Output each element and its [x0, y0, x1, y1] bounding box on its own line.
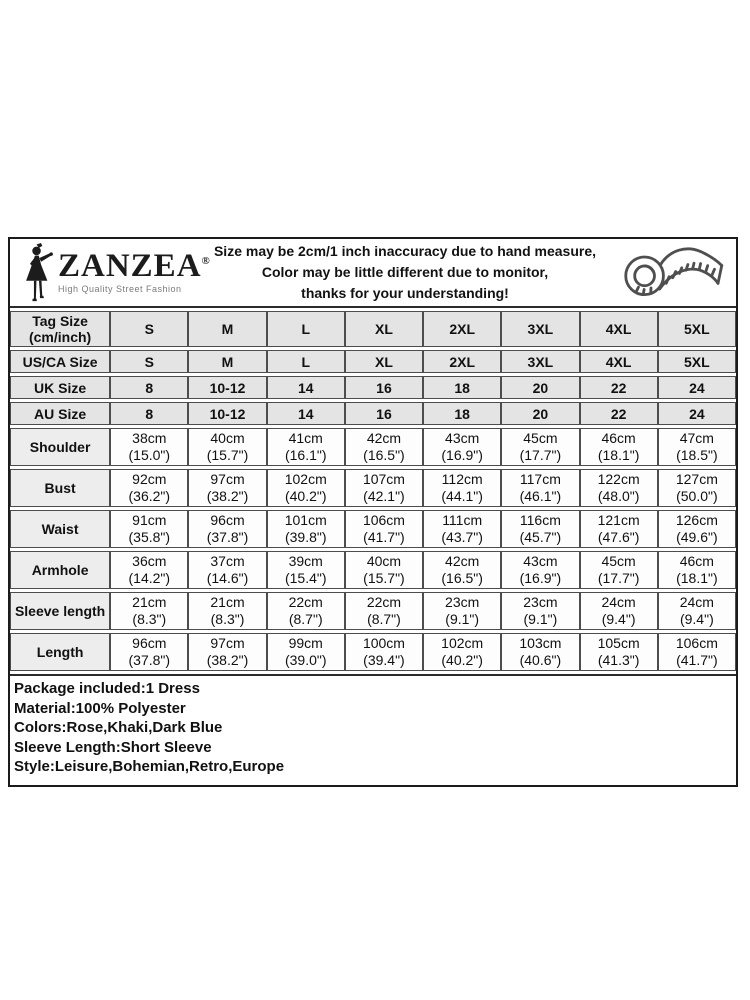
- size-cell: 5XL: [658, 350, 736, 373]
- size-cell: 97cm (38.2"): [188, 633, 266, 671]
- size-cell: M: [188, 311, 266, 347]
- size-cell: 96cm (37.8"): [110, 633, 188, 671]
- size-cell: 103cm (40.6"): [501, 633, 579, 671]
- brand-wordmark: ZANZEA: [58, 248, 202, 285]
- size-cell: 23cm (9.1"): [501, 592, 579, 630]
- size-cell: 106cm (41.7"): [345, 510, 423, 548]
- product-detail-line: Sleeve Length:Short Sleeve: [14, 738, 212, 756]
- size-cell: 22: [580, 376, 658, 399]
- measuring-tape-icon: [613, 241, 727, 305]
- size-cell: 8: [110, 402, 188, 425]
- size-cell: 92cm (36.2"): [110, 469, 188, 507]
- size-cell: 18: [423, 402, 501, 425]
- product-details: [10, 674, 736, 785]
- size-cell: 102cm (40.2"): [267, 469, 345, 507]
- row-label: Waist: [10, 510, 110, 548]
- size-cell: 8: [110, 376, 188, 399]
- size-cell: 116cm (45.7"): [501, 510, 579, 548]
- size-cell: 24: [658, 376, 736, 399]
- size-cell: 112cm (44.1"): [423, 469, 501, 507]
- size-cell: 20: [501, 376, 579, 399]
- brand-logo: [14, 243, 210, 303]
- row-label: AU Size: [10, 402, 110, 425]
- header: [10, 239, 736, 308]
- size-cell: 105cm (41.3"): [580, 633, 658, 671]
- size-cell: L: [267, 350, 345, 373]
- row-label: Bust: [10, 469, 110, 507]
- product-detail-line: Style:Leisure,Bohemian,Retro,Europe: [14, 758, 285, 775]
- size-cell: 22: [580, 402, 658, 425]
- size-cell: XL: [345, 350, 423, 373]
- size-cell: 4XL: [580, 350, 658, 373]
- size-cell: 127cm (50.0"): [658, 469, 736, 507]
- size-table: [10, 308, 736, 674]
- size-cell: 16: [345, 376, 423, 399]
- size-cell: 20: [501, 402, 579, 425]
- size-cell: 47cm (18.5"): [658, 428, 736, 466]
- size-cell: 2XL: [423, 350, 501, 373]
- size-cell: 101cm (39.8"): [267, 510, 345, 548]
- size-cell: L: [267, 311, 345, 347]
- size-cell: 46cm (18.1"): [658, 551, 736, 589]
- brand-tagline: High Quality Street Fashion: [58, 283, 182, 294]
- size-cell: 4XL: [580, 311, 658, 347]
- size-cell: 45cm (17.7"): [580, 551, 658, 589]
- disclaimer-line-3: thanks for your understanding!: [301, 285, 509, 301]
- size-cell: 5XL: [658, 311, 736, 347]
- woman-fashion-silhouette-icon: [20, 243, 56, 303]
- size-cell: 16: [345, 402, 423, 425]
- size-cell: 22cm (8.7"): [267, 592, 345, 630]
- size-cell: 126cm (49.6"): [658, 510, 736, 548]
- product-detail-line: Material:100% Polyester: [14, 699, 186, 717]
- size-cell: 10-12: [188, 376, 266, 399]
- size-cell: 2XL: [423, 311, 501, 347]
- size-cell: 42cm (16.5"): [345, 428, 423, 466]
- size-cell: S: [110, 311, 188, 347]
- size-cell: 21cm (8.3"): [188, 592, 266, 630]
- size-cell: 43cm (16.9"): [501, 551, 579, 589]
- size-cell: 38cm (15.0"): [110, 428, 188, 466]
- size-cell: 42cm (16.5"): [423, 551, 501, 589]
- size-chart-figure: [8, 237, 738, 787]
- size-cell: 24: [658, 402, 736, 425]
- size-table-body: [10, 311, 736, 671]
- registered-mark: ®: [201, 255, 210, 268]
- size-cell: 36cm (14.2"): [110, 551, 188, 589]
- size-cell: 37cm (14.6"): [188, 551, 266, 589]
- row-label: US/CA Size: [10, 350, 110, 373]
- measuring-tape-wrap: [608, 241, 732, 305]
- size-cell: 23cm (9.1"): [423, 592, 501, 630]
- disclaimer-line-1: Size may be 2cm/1 inch inaccuracy due to hand measure,: [213, 243, 597, 259]
- size-cell: 45cm (17.7"): [501, 428, 579, 466]
- size-cell: 24cm (9.4"): [658, 592, 736, 630]
- table-row: [10, 469, 736, 507]
- size-cell: 10-12: [188, 402, 266, 425]
- size-cell: 22cm (8.7"): [345, 592, 423, 630]
- size-cell: 96cm (37.8"): [188, 510, 266, 548]
- table-row: [10, 402, 736, 425]
- size-cell: 40cm (15.7"): [345, 551, 423, 589]
- size-cell: 107cm (42.1"): [345, 469, 423, 507]
- disclaimer-line-2: Color may be little different due to monitor,: [261, 264, 549, 280]
- size-cell: 100cm (39.4"): [345, 633, 423, 671]
- table-row: [10, 510, 736, 548]
- size-cell: 121cm (47.6"): [580, 510, 658, 548]
- table-row: [10, 376, 736, 399]
- table-row: [10, 311, 736, 347]
- table-row: [10, 592, 736, 630]
- size-cell: 40cm (15.7"): [188, 428, 266, 466]
- product-detail-line: Package included:1 Dress: [14, 680, 200, 697]
- row-label: UK Size: [10, 376, 110, 399]
- size-cell: 122cm (48.0"): [580, 469, 658, 507]
- size-cell: 106cm (41.7"): [658, 633, 736, 671]
- size-cell: 46cm (18.1"): [580, 428, 658, 466]
- size-cell: 111cm (43.7"): [423, 510, 501, 548]
- table-row: [10, 551, 736, 589]
- row-label: Length: [10, 633, 110, 671]
- size-cell: 117cm (46.1"): [501, 469, 579, 507]
- size-cell: 24cm (9.4"): [580, 592, 658, 630]
- size-cell: 14: [267, 402, 345, 425]
- row-label: Tag Size (cm/inch): [10, 311, 110, 347]
- size-cell: 99cm (39.0"): [267, 633, 345, 671]
- brand-logo-text: [58, 248, 210, 294]
- size-cell: 97cm (38.2"): [188, 469, 266, 507]
- table-row: [10, 350, 736, 373]
- size-cell: 14: [267, 376, 345, 399]
- size-cell: 3XL: [501, 350, 579, 373]
- size-cell: M: [188, 350, 266, 373]
- size-cell: 18: [423, 376, 501, 399]
- size-cell: 3XL: [501, 311, 579, 347]
- row-label: Sleeve length: [10, 592, 110, 630]
- size-cell: 43cm (16.9"): [423, 428, 501, 466]
- size-cell: 41cm (16.1"): [267, 428, 345, 466]
- size-cell: 91cm (35.8"): [110, 510, 188, 548]
- product-detail-line: Colors:Rose,Khaki,Dark Blue: [14, 719, 223, 736]
- size-cell: XL: [345, 311, 423, 347]
- size-cell: 102cm (40.2"): [423, 633, 501, 671]
- size-cell: 39cm (15.4"): [267, 551, 345, 589]
- row-label: Armhole: [10, 551, 110, 589]
- table-row: [10, 428, 736, 466]
- disclaimer-text: [202, 241, 608, 304]
- table-row: [10, 633, 736, 671]
- brand-name: [58, 248, 210, 285]
- size-cell: S: [110, 350, 188, 373]
- size-cell: 21cm (8.3"): [110, 592, 188, 630]
- row-label: Shoulder: [10, 428, 110, 466]
